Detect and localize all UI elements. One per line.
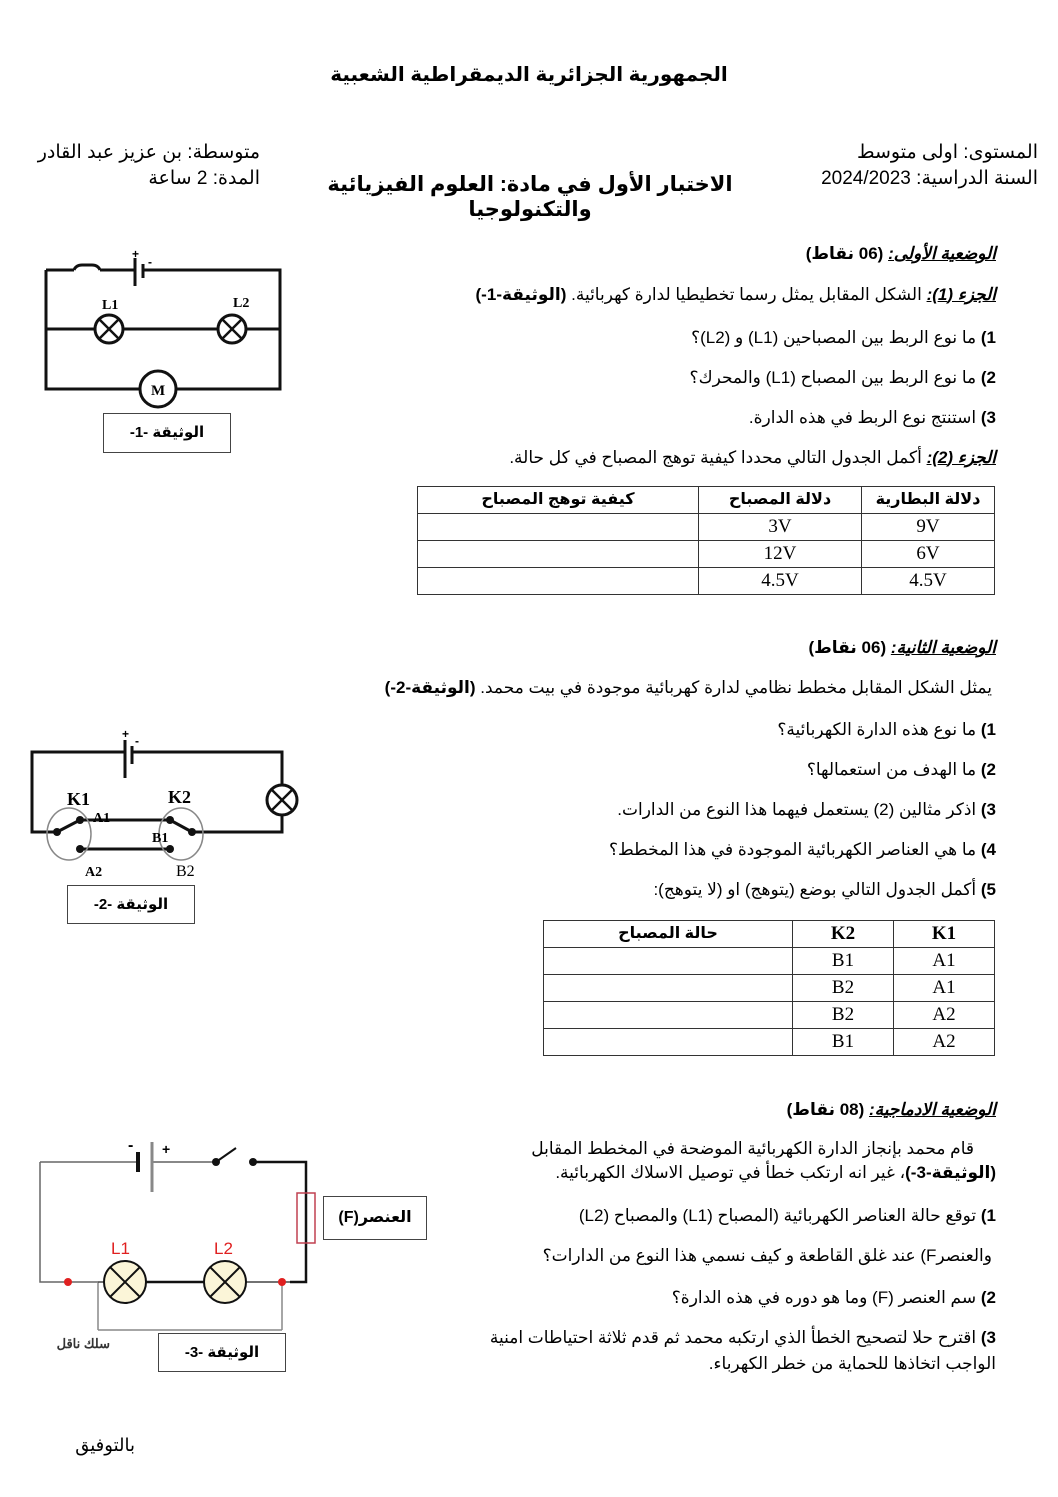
s3-question-2 [672, 1286, 996, 1310]
cell: 4.5V [699, 568, 862, 595]
s1-question-3 [749, 406, 996, 430]
country-title: الجمهورية الجزائرية الديمقراطية الشعبية [330, 64, 728, 86]
figure3-caption: الوثيقة -3- [158, 1333, 286, 1372]
question-text: ما هي العناصر الكهربائية الموجودة في هذا المخطط؟ [609, 840, 977, 859]
answer-cell[interactable] [544, 1002, 793, 1029]
question-text: ما نوع الربط بين المصباح (L1) والمحرك؟ [689, 368, 977, 387]
table-header-row [544, 921, 995, 948]
answer-cell[interactable] [544, 975, 793, 1002]
table-row [418, 514, 995, 541]
col-battery: دلالة البطارية [862, 487, 995, 514]
s3-question-3 [490, 1326, 996, 1350]
header-left-block [20, 140, 260, 192]
lamp1-label: L1 [111, 1239, 130, 1258]
table-row [544, 1029, 995, 1056]
lamp-icon [204, 1261, 246, 1303]
section3-intro-ref: (الوثيقة-3-) [905, 1163, 996, 1182]
s3-question-3-cont: الواجب اتخاذها للحماية من خطر الكهرباء. [708, 1354, 996, 1373]
b2-label: B2 [176, 863, 195, 880]
col-lamp-state: حالة المصباح [544, 921, 793, 948]
table-row [418, 541, 995, 568]
part2-label: الجزء (2): [926, 448, 996, 467]
col-k2: K2 [793, 921, 894, 948]
school-year-label: السنة الدراسية: 2024/2023 [821, 168, 1038, 189]
question-number: 2) [980, 760, 996, 779]
switch-icon [74, 265, 100, 270]
level-label: المستوى: اولى متوسط [856, 142, 1038, 163]
a1-label: A1 [93, 811, 111, 826]
col-lamp: دلالة المصباح [699, 487, 862, 514]
lamp-icon [218, 315, 246, 343]
question-text: استنتج نوع الربط في هذه الدارة. [748, 408, 977, 427]
svg-text:-: - [135, 734, 139, 748]
s3-question-1 [579, 1204, 996, 1228]
question-number: 1) [980, 328, 996, 347]
question-text: اقترح حلا لتصحيح الخطأ الذي ارتكبه محمد ثم قدم ثلاثة احتياطات امنية [489, 1328, 977, 1347]
cell: A1 [894, 948, 995, 975]
cell: 4.5V [862, 568, 995, 595]
section2-table [543, 920, 995, 1056]
section2-intro-ref: (الوثيقة-2-) [384, 678, 476, 697]
section3-intro-text: ، غير انه ارتكب خطأ في توصيل الاسلاك الكهربائية. [555, 1163, 906, 1182]
lamp2-label: L2 [214, 1239, 233, 1258]
section1-heading [806, 242, 996, 266]
section1-table [417, 486, 995, 595]
cell: A2 [894, 1002, 995, 1029]
a2-label: A2 [85, 865, 103, 880]
plus-sign: + [162, 1141, 171, 1157]
section2-intro-text: يمثل الشكل المقابل مخطط نظامي لدارة كهربائية موجودة في بيت محمد. [480, 678, 992, 697]
cell: 12V [699, 541, 862, 568]
closing-text: بالتوفيق [75, 1435, 135, 1455]
section3-intro-line2 [555, 1161, 996, 1185]
section3-heading [787, 1098, 996, 1122]
figure1-caption: الوثيقة -1- [103, 413, 231, 453]
s2-question-4 [609, 838, 996, 862]
question-text: اذكر مثالين (2) يستعمل فيهما هذا النوع من الدارات. [617, 800, 977, 819]
answer-cell[interactable] [544, 948, 793, 975]
cell: B2 [793, 975, 894, 1002]
lamp-icon [104, 1261, 146, 1303]
part1-ref: (الوثيقة-1-) [475, 285, 567, 304]
section3-points: (08 نقاط) [786, 1100, 865, 1119]
section2-title: الوضعية الثانية: [890, 638, 996, 657]
lamp-icon [267, 785, 297, 815]
k1-label: K1 [67, 789, 91, 809]
s3-question-1-cont: والعنصرF) عند غلق القاطعة و كيف نسمي هذا النوع من الدارات؟ [542, 1246, 992, 1265]
junction-dot [64, 1278, 72, 1286]
part1-label: الجزء (1): [926, 285, 996, 304]
question-number: 2) [980, 1288, 996, 1307]
s2-question-5 [653, 878, 996, 902]
question-text: توقع حالة العناصر الكهربائية (المصباح (L1) والمصباح (L2) [578, 1206, 977, 1225]
s2-question-1 [777, 718, 996, 742]
cell: A2 [894, 1029, 995, 1056]
lamp-icon [95, 315, 123, 343]
s1-question-2 [690, 366, 996, 390]
section2-intro [385, 676, 992, 700]
section2-points: (06 نقاط) [808, 638, 887, 657]
question-number: 3) [980, 408, 996, 427]
section3-intro-line1: قام محمد بإنجاز الدارة الكهربائية الموضحة في المخطط المقابل [531, 1139, 974, 1158]
circuit-diagram-1 [40, 247, 290, 402]
col-glow: كيفية توهج المصباح [418, 487, 699, 514]
table-header-row [418, 487, 995, 514]
cell: 3V [699, 514, 862, 541]
part1-text: الشكل المقابل يمثل رسما تخطيطيا لدارة كهربائية. [571, 285, 922, 304]
question-text: ما الهدف من استعمالها؟ [806, 760, 977, 779]
cell: B2 [793, 1002, 894, 1029]
section1-title: الوضعية الأولى: [888, 244, 996, 263]
table-row [544, 1002, 995, 1029]
minus-sign: - [148, 255, 152, 269]
question-number: 1) [980, 1206, 996, 1225]
table-row [418, 568, 995, 595]
question-number: 3) [980, 800, 996, 819]
wire-label: سلك ناقل [56, 1336, 110, 1351]
answer-cell[interactable] [544, 1029, 793, 1056]
table-row [544, 948, 995, 975]
part2-intro [509, 446, 996, 470]
figure2-caption: الوثيقة -2- [67, 885, 195, 924]
section2-heading [808, 636, 996, 660]
s1-question-1 [691, 326, 996, 350]
b1-label: B1 [152, 831, 169, 846]
question-number: 3) [980, 1328, 996, 1347]
lamp2-label: L2 [233, 296, 250, 311]
cell: B1 [793, 948, 894, 975]
section3-title: الوضعية الادماجية: [869, 1100, 996, 1119]
question-number: 4) [980, 840, 996, 859]
cell: A1 [894, 975, 995, 1002]
k2-label: K2 [168, 787, 192, 807]
part2-text: أكمل الجدول التالي محددا كيفية توهج المصباح في كل حالة. [509, 448, 922, 467]
question-number: 5) [980, 880, 996, 899]
exam-subject-title: الاختبار الأول في مادة: العلوم الفيزيائية والتكنولوجيا [327, 173, 733, 221]
header-right-block [778, 140, 1038, 192]
question-number: 1) [980, 720, 996, 739]
cell: 9V [862, 514, 995, 541]
part1-intro [476, 283, 996, 307]
question-text: ما نوع هذه الدارة الكهربائية؟ [777, 720, 977, 739]
section1-points: (06 نقاط) [805, 244, 884, 263]
motor-label: M [151, 383, 166, 399]
minus-sign: - [128, 1137, 134, 1154]
s2-question-3 [617, 798, 996, 822]
question-number: 2) [980, 368, 996, 387]
table-row [544, 975, 995, 1002]
question-text: ما نوع الربط بين المصباحين (L1) و (L2)؟ [691, 328, 977, 347]
cell: 6V [862, 541, 995, 568]
element-f-label: العنصر(F) [323, 1196, 427, 1240]
cell: B1 [793, 1029, 894, 1056]
question-text: سم العنصر (F) وما هو دوره في هذه الدارة؟ [671, 1288, 977, 1307]
junction-dot [278, 1278, 286, 1286]
svg-text:+: + [122, 727, 130, 741]
answer-cell[interactable] [418, 514, 699, 541]
duration-label: المدة: 2 ساعة [148, 168, 260, 189]
circuit-diagram-2 [25, 728, 300, 888]
plus-sign: + [132, 247, 140, 261]
col-k1: K1 [894, 921, 995, 948]
lamp1-label: L1 [102, 298, 119, 313]
answer-cell[interactable] [418, 541, 699, 568]
school-label: متوسطة: بن عزيز عبد القادر [37, 142, 260, 163]
s2-question-2 [807, 758, 996, 782]
question-text: أكمل الجدول التالي بوضع (يتوهج) او (لا يتوهج): [653, 880, 977, 899]
answer-cell[interactable] [418, 568, 699, 595]
